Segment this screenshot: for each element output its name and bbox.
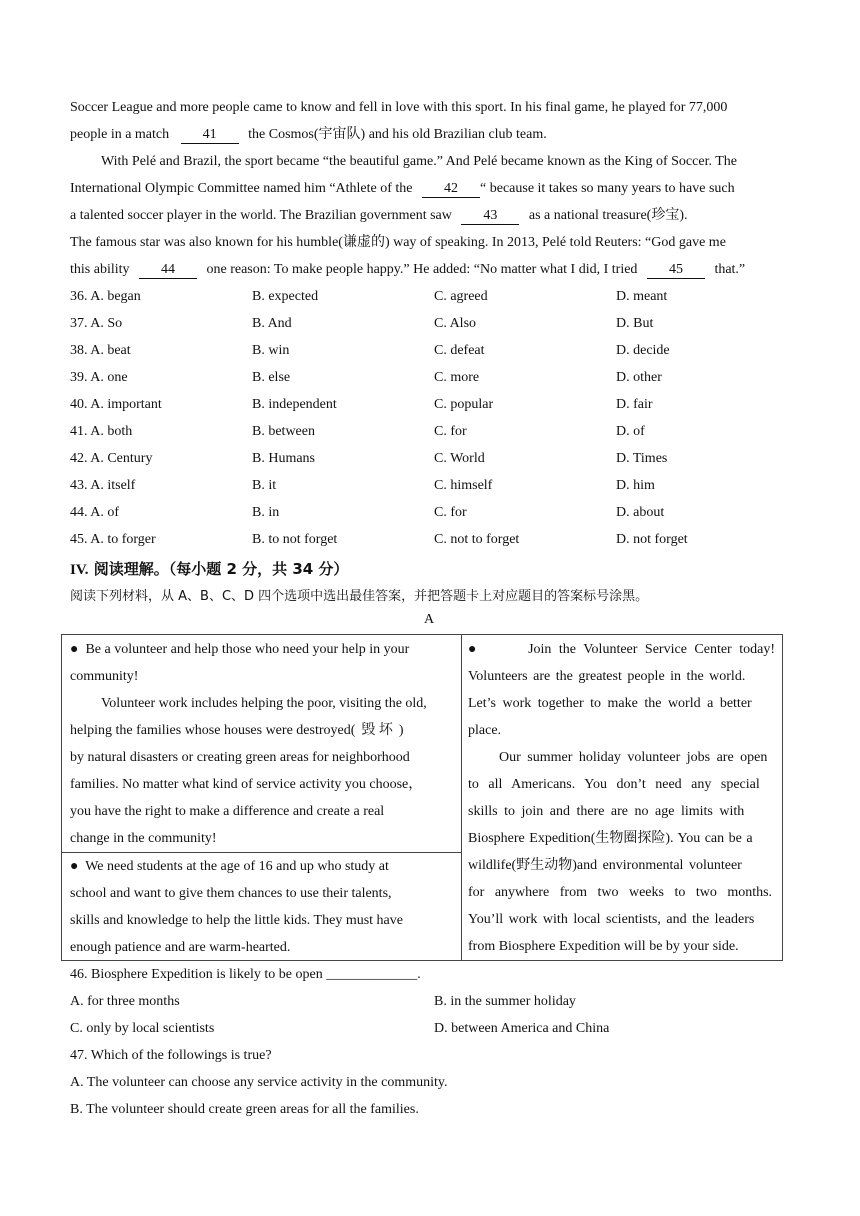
option-a: 43. A. itself	[70, 478, 136, 493]
ad-text: You’ll work with local scientists, and the leaders	[468, 912, 755, 927]
ad-text: skills to join and there are no age limits with	[468, 804, 745, 819]
option-row	[70, 449, 790, 469]
question-46-option-b: B. in the summer holiday	[434, 994, 576, 1009]
section-heading	[70, 558, 348, 579]
ad-text: helping the families whose houses were destroyed(	[70, 723, 356, 738]
question-46-option-a: A. for three months	[70, 994, 180, 1009]
ad-text: from Biosphere Expedition will be by your side.	[468, 939, 739, 954]
passage-text: this ability	[70, 262, 130, 277]
option-c: C. for	[434, 505, 467, 520]
option-a: 39. A. one	[70, 370, 128, 385]
option-row	[70, 368, 790, 388]
passage-line	[70, 125, 547, 145]
option-c: C. defeat	[434, 343, 485, 358]
ad-left-top-text	[70, 636, 454, 852]
passage-line	[70, 179, 735, 199]
option-c: C. not to forget	[434, 532, 520, 547]
passage-line: Soccer League and more people came to know and fell in love with this sport. In his final game, he played for 77,000	[70, 100, 728, 115]
ad-text: skills and knowledge to help the little kids. They must have	[70, 913, 403, 928]
ad-text: )	[398, 723, 404, 738]
question-46-option-c: C. only by local scientists	[70, 1021, 215, 1036]
option-b: B. expected	[252, 289, 319, 304]
ad-text: for anywhere from two weeks to two months.	[468, 885, 773, 900]
ad-text: by natural disasters or creating green areas for neighborhood	[70, 750, 410, 765]
ad-text: Biosphere Expedition(生物圈探险). You can be a	[468, 831, 753, 846]
option-c: C. himself	[434, 478, 493, 493]
ad-text: to all Americans. You don’t need any special	[468, 777, 760, 792]
option-a: 36. A. began	[70, 289, 141, 304]
option-d: D. decide	[616, 343, 670, 358]
ad-text: you have the right to make a difference and create a real	[70, 804, 385, 819]
option-d: D. meant	[616, 289, 668, 304]
question-47-option-b: B. The volunteer should create green areas for all the families.	[70, 1102, 419, 1117]
option-b: B. else	[252, 370, 291, 385]
ad-text: Be a volunteer and help those who need your help in your	[85, 642, 410, 657]
option-d: D. other	[616, 370, 662, 385]
option-row	[70, 314, 790, 334]
option-a: 40. A. important	[70, 397, 162, 412]
ad-text: enough patience and are warm-hearted.	[70, 940, 291, 955]
section-title: 阅读理解。（每小题 2 分，共 34 分）	[93, 560, 349, 578]
option-c: C. agreed	[434, 289, 488, 304]
ad-text: wildlife(野生动物)and environmental volunteer	[468, 858, 742, 873]
option-b: B. independent	[252, 397, 337, 412]
passage-text: as a national treasure(珍宝).	[528, 208, 688, 223]
question-47: 47. Which of the followings is true?	[70, 1048, 272, 1063]
option-b: B. And	[252, 316, 292, 331]
ad-text: families. No matter what kind of service activity you choose，	[70, 777, 423, 792]
section-number: IV.	[70, 562, 89, 578]
blank-42: 42	[422, 181, 480, 198]
option-d: D. fair	[616, 397, 653, 412]
option-a: 45. A. to forger	[70, 532, 156, 547]
passage-line	[70, 206, 688, 226]
option-b: B. in	[252, 505, 280, 520]
ad-right-text	[468, 636, 775, 960]
passage-label: A	[424, 612, 435, 627]
blank-43: 43	[461, 208, 519, 225]
passage-text: that.”	[714, 262, 746, 277]
ad-left-bottom-text	[70, 853, 454, 961]
option-row	[70, 341, 790, 361]
option-c: C. Also	[434, 316, 477, 331]
passage-line: The famous star was also known for his humble(谦虚的) way of speaking. In 2013, Pelé told Reuters: “God gave me	[70, 235, 726, 250]
option-b: B. Humans	[252, 451, 315, 466]
option-a: 38. A. beat	[70, 343, 131, 358]
option-a: 42. A. Century	[70, 451, 153, 466]
option-d: D. about	[616, 505, 665, 520]
option-c: C. World	[434, 451, 485, 466]
option-row	[70, 503, 790, 523]
option-d: D. of	[616, 424, 645, 439]
ad-text: We need students at the age of 16 and up who study at	[85, 859, 389, 874]
passage-line	[70, 260, 745, 280]
option-d: D. him	[616, 478, 655, 493]
option-row	[70, 422, 790, 442]
ad-text: Let’s work together to make the world a better	[468, 696, 752, 711]
option-row	[70, 530, 790, 550]
ad-text: change in the community!	[70, 831, 217, 846]
passage-text: the Cosmos(宇宙队) and his old Brazilian club team.	[248, 127, 547, 142]
bullet-icon: ●	[70, 642, 79, 657]
passage-text: people in a match	[70, 127, 170, 142]
option-c: C. for	[434, 424, 467, 439]
option-c: C. more	[434, 370, 480, 385]
question-47-option-a: A. The volunteer can choose any service activity in the community.	[70, 1075, 448, 1090]
blank-44: 44	[139, 262, 197, 279]
question-46-option-d: D. between America and China	[434, 1021, 610, 1036]
option-b: B. win	[252, 343, 290, 358]
option-d: D. Times	[616, 451, 668, 466]
ad-text: community!	[70, 669, 139, 684]
bullet-icon: ●	[468, 642, 477, 657]
ad-text: place.	[468, 723, 502, 738]
ad-text: 毁 坏	[361, 723, 393, 738]
ad-text: school and want to give them chances to use their talents,	[70, 886, 392, 901]
option-b: B. to not forget	[252, 532, 338, 547]
option-row	[70, 287, 790, 307]
ad-text: Join the Volunteer Service Center today!	[528, 642, 775, 657]
passage-text: International Olympic Committee named him “Athlete of the	[70, 181, 413, 196]
passage-text: one reason: To make people happy.” He added: “No matter what I did, I tried	[206, 262, 638, 277]
option-a: 41. A. both	[70, 424, 133, 439]
question-46: 46. Biosphere Expedition is likely to be open _____________.	[70, 967, 421, 982]
bullet-icon: ●	[70, 859, 79, 874]
passage-text: “ because it takes so many years to have such	[480, 181, 735, 196]
option-row	[70, 395, 790, 415]
blank-45: 45	[647, 262, 705, 279]
option-d: D. not forget	[616, 532, 688, 547]
option-row	[70, 476, 790, 496]
ad-text: Volunteers are the greatest people in the world.	[468, 669, 746, 684]
passage-line: With Pelé and Brazil, the sport became “the beautiful game.” And Pelé became known as the King of Soccer. The	[101, 154, 737, 169]
option-a: 37. A. So	[70, 316, 123, 331]
ad-text: Our summer holiday volunteer jobs are open	[499, 750, 768, 765]
ad-text: Volunteer work includes helping the poor, visiting the old,	[101, 696, 427, 711]
option-c: C. popular	[434, 397, 494, 412]
blank-41: 41	[181, 127, 239, 144]
option-b: B. it	[252, 478, 277, 493]
option-a: 44. A. of	[70, 505, 119, 520]
passage-text: a talented soccer player in the world. The Brazilian government saw	[70, 208, 452, 223]
option-d: D. But	[616, 316, 654, 331]
section-instruction: 阅读下列材料，从 A、B、C、D 四个选项中选出最佳答案，并把答题卡上对应题目的答案标号涂黑。	[70, 589, 649, 604]
option-b: B. between	[252, 424, 315, 439]
ad-text	[70, 717, 454, 744]
